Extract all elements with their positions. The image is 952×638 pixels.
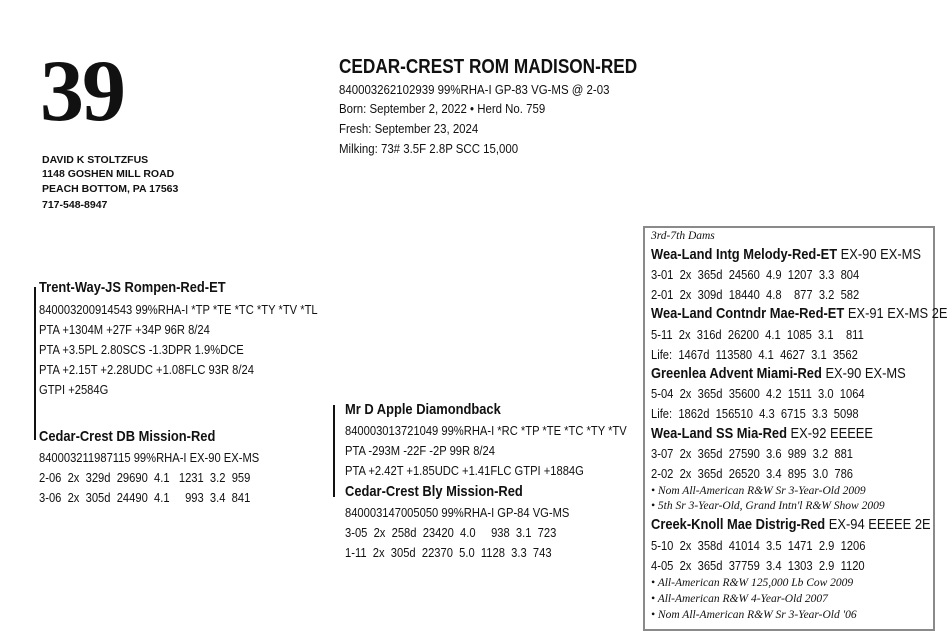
- sire-line: 840003200914543 99%RHA-I *TP *TE *TC *TY *TV *TL: [39, 302, 318, 317]
- dam7-classification: EX-94 EEEEE 2E: [825, 516, 931, 533]
- granddam-line: 1-11 2x 305d 22370 5.0 1128 3.3 743: [345, 545, 552, 560]
- sire-line: PTA +2.15T +2.28UDC +1.08FLC 93R 8/24: [39, 362, 254, 377]
- owner-phone: 717-548-8947: [42, 199, 108, 211]
- dam6-heading: [651, 425, 873, 442]
- dam7-name: Creek-Knoll Mae Distrig-Red: [651, 516, 826, 533]
- dam3-name: Wea-Land Intg Melody-Red-ET: [651, 246, 838, 263]
- mgs-name: Mr D Apple Diamondback: [345, 401, 501, 418]
- dam5-name: Greenlea Advent Miami-Red: [651, 365, 822, 382]
- dam7-note: • All-American R&W 125,000 Lb Cow 2009: [651, 577, 854, 589]
- dam6-note: • Nom All-American R&W Sr 3-Year-Old 2009: [651, 485, 866, 497]
- dam3-record: 3-01 2x 365d 24560 4.9 1207 3.3 804: [651, 267, 860, 282]
- dam6-classification: EX-92 EEEEE: [786, 425, 874, 442]
- mgs-line: PTA +2.42T +1.85UDC +1.41FLC GTPI +1884G: [345, 463, 584, 478]
- dam-line: 3-06 2x 305d 24490 4.1 993 3.4 841: [39, 490, 251, 505]
- granddam-name: Cedar-Crest Bly Mission-Red: [345, 483, 523, 500]
- animal-name: CEDAR-CREST ROM MADISON-RED: [339, 56, 638, 78]
- dam7-note: • All-American R&W 4-Year-Old 2007: [651, 593, 828, 605]
- lot-number: 39: [40, 43, 124, 140]
- dam4-record: 5-11 2x 316d 26200 4.1 1085 3.1 811: [651, 327, 864, 342]
- mgs-line: PTA -293M -22F -2P 99R 8/24: [345, 443, 495, 458]
- dam5-record: 5-04 2x 365d 35600 4.2 1511 3.0 1064: [651, 386, 865, 401]
- animal-born-line: Born: September 2, 2022 • Herd No. 759: [339, 101, 546, 116]
- granddam-line: 840003147005050 99%RHA-I GP-84 VG-MS: [345, 505, 570, 520]
- pedigree-bracket-left: [34, 287, 36, 440]
- dam-name: Cedar-Crest DB Mission-Red: [39, 428, 216, 445]
- animal-milking-line: Milking: 73# 3.5F 2.8P SCC 15,000: [339, 141, 519, 156]
- sire-name: Trent-Way-JS Rompen-Red-ET: [39, 279, 226, 296]
- dam7-heading: [651, 516, 931, 533]
- owner-name: DAVID K STOLTZFUS: [42, 154, 149, 166]
- dam4-heading: [651, 305, 948, 322]
- dam3-record: 2-01 2x 309d 18440 4.8 877 3.2 582: [651, 287, 860, 302]
- dam3-heading: [651, 246, 921, 263]
- dam4-classification: EX-91 EX-MS 2E: [844, 305, 948, 322]
- animal-fresh-line: Fresh: September 23, 2024: [339, 121, 479, 136]
- dam6-record: 3-07 2x 365d 27590 3.6 989 3.2 881: [651, 446, 854, 461]
- sire-line: PTA +3.5PL 2.80SCS -1.3DPR 1.9%DCE: [39, 342, 244, 357]
- dam-line: 2-06 2x 329d 29690 4.1 1231 3.2 959: [39, 470, 251, 485]
- dam5-classification: EX-90 EX-MS: [821, 365, 906, 382]
- dam6-name: Wea-Land SS Mia-Red: [651, 425, 787, 442]
- dam5-heading: [651, 365, 906, 382]
- dams-box-header: 3rd-7th Dams: [651, 230, 715, 242]
- dam6-record: 2-02 2x 365d 26520 3.4 895 3.0 786: [651, 466, 854, 481]
- mgs-line: 840003013721049 99%RHA-I *RC *TP *TE *TC *TY *TV: [345, 423, 627, 438]
- dam3-classification: EX-90 EX-MS: [837, 246, 921, 263]
- dam7-record: 5-10 2x 358d 41014 3.5 1471 2.9 1206: [651, 538, 866, 553]
- dam5-record: Life: 1862d 156510 4.3 6715 3.3 5098: [651, 406, 859, 421]
- dam4-record: Life: 1467d 113580 4.1 4627 3.1 3562: [651, 347, 858, 362]
- granddam-line: 3-05 2x 258d 23420 4.0 938 3.1 723: [345, 525, 557, 540]
- pedigree-bracket-middle: [333, 405, 335, 497]
- dam4-name: Wea-Land Contndr Mae-Red-ET: [651, 305, 845, 322]
- owner-address-line-2: PEACH BOTTOM, PA 17563: [42, 183, 179, 195]
- dam7-record: 4-05 2x 365d 37759 3.4 1303 2.9 1120: [651, 558, 865, 573]
- dam-line: 840003211987115 99%RHA-I EX-90 EX-MS: [39, 450, 260, 465]
- sire-line: GTPI +2584G: [39, 382, 109, 397]
- animal-id-line: 840003262102939 99%RHA-I GP-83 VG-MS @ 2-03: [339, 82, 610, 97]
- dam7-note: • Nom All-American R&W Sr 3-Year-Old '06: [651, 609, 857, 621]
- dam6-note: • 5th Sr 3-Year-Old, Grand Intn'l R&W Show 2009: [651, 500, 885, 512]
- owner-address-line-1: 1148 GOSHEN MILL ROAD: [42, 168, 175, 180]
- sire-line: PTA +1304M +27F +34P 96R 8/24: [39, 322, 210, 337]
